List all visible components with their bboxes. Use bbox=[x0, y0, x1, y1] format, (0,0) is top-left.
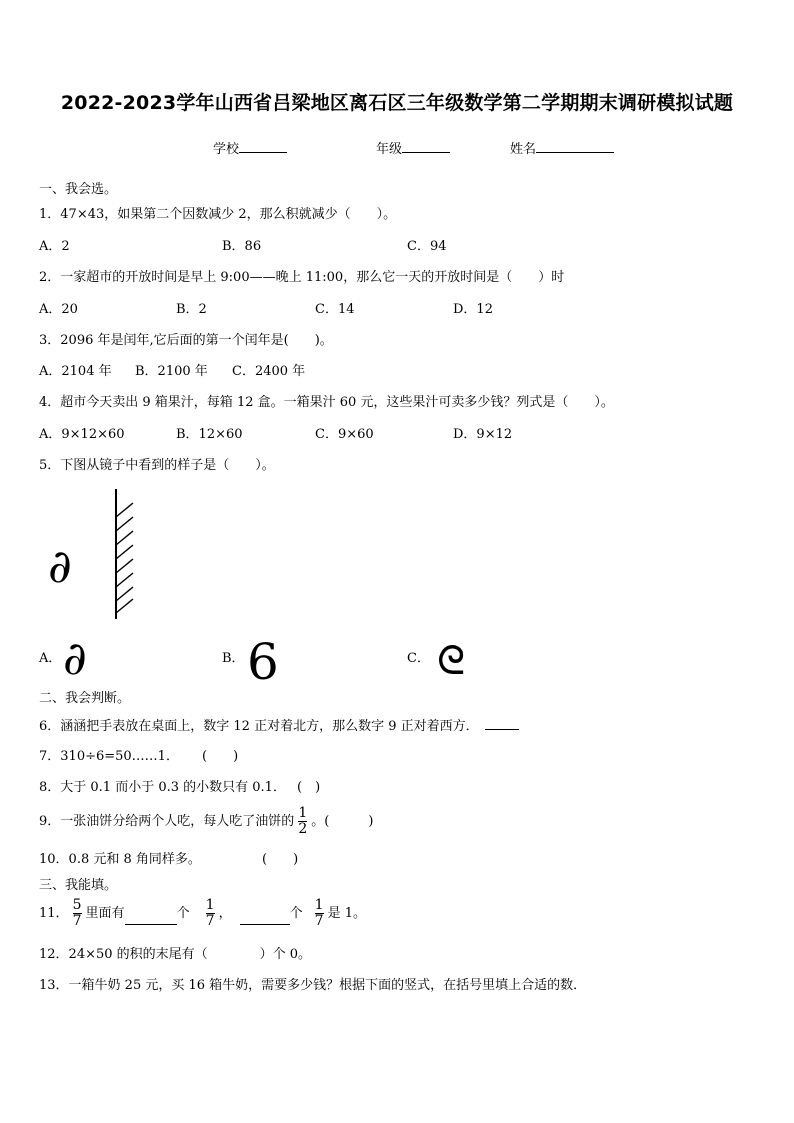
q2-option-a[interactable]: A．20 bbox=[39, 302, 78, 317]
q5-option-a-label: A． bbox=[39, 651, 62, 666]
q9-fraction-denominator: 2 bbox=[298, 821, 308, 837]
q11-unit-1: 个 bbox=[176, 905, 190, 921]
q5-option-a-glyph: ∂ bbox=[63, 631, 87, 685]
q11-blank-1[interactable] bbox=[125, 912, 177, 925]
q8-answer-paren[interactable]: ( ) bbox=[297, 780, 321, 795]
q9-text: 9．一张油饼分给两个人吃，每人吃了油饼的 bbox=[39, 813, 295, 829]
q5-option-c-label: C． bbox=[407, 651, 430, 666]
q5-option-b-label: B． bbox=[222, 651, 245, 666]
q11-comma: ， bbox=[218, 905, 232, 921]
q4-option-c[interactable]: C．9×60 bbox=[315, 427, 374, 442]
q3-option-a[interactable]: A．2104 年 bbox=[39, 364, 112, 379]
q11-text-2: 是 1。 bbox=[327, 905, 367, 921]
name-label: 姓名 bbox=[510, 142, 537, 157]
q6 bbox=[39, 717, 519, 736]
q5-figure-glyph: ∂ bbox=[48, 539, 72, 593]
q11-number: 11． bbox=[39, 905, 69, 921]
q4-option-a[interactable]: A．9×12×60 bbox=[39, 427, 125, 442]
name-blank[interactable] bbox=[536, 140, 614, 153]
grade-blank[interactable] bbox=[402, 140, 450, 153]
name-field[interactable] bbox=[510, 140, 614, 159]
grade-label: 年级 bbox=[376, 142, 403, 157]
q1-option-b[interactable]: B．86 bbox=[222, 239, 262, 254]
q1-text: 1．47×43，如果第二个因数减少 2，那么积就减少（ ）。 bbox=[39, 207, 397, 222]
section-judge-heading: 二、我会判断。 bbox=[39, 691, 131, 706]
q11-fraction-2-numerator: 1 bbox=[205, 897, 215, 913]
q11-text-1: 里面有 bbox=[85, 905, 125, 921]
q9-fraction-numerator: 1 bbox=[298, 805, 308, 821]
q11-fraction-3 bbox=[315, 898, 324, 929]
q3-text: 3．2096 年是闰年,它后面的第一个闰年是( )。 bbox=[39, 333, 333, 348]
q13-text: 13．一箱牛奶 25 元，买 16 箱牛奶，需要多少钱？根据下面的竖式，在括号里填上合适的数． bbox=[39, 978, 587, 993]
q2-option-b[interactable]: B．2 bbox=[176, 302, 207, 317]
q11-fraction-2 bbox=[206, 898, 215, 929]
q1-option-c[interactable]: C．94 bbox=[407, 239, 447, 254]
q3-option-c[interactable]: C．2400 年 bbox=[232, 364, 306, 379]
q4-option-b[interactable]: B．12×60 bbox=[176, 427, 243, 442]
page-title: 2022-2023学年山西省吕梁地区离石区三年级数学第二学期期末调研模拟试题 bbox=[60, 92, 734, 114]
q2-option-c[interactable]: C．14 bbox=[315, 302, 355, 317]
q11-fraction-2-denominator: 7 bbox=[205, 913, 215, 929]
section-fill-heading: 三、我能填。 bbox=[39, 878, 118, 893]
section-choice-heading: 一、我会选。 bbox=[39, 182, 118, 197]
q5-option-c-glyph: ᘓ bbox=[437, 638, 466, 684]
q1-option-a[interactable]: A．2 bbox=[39, 239, 70, 254]
q11 bbox=[39, 898, 366, 929]
q9-fraction bbox=[298, 806, 307, 837]
q4-text: 4．超市今天卖出 9 箱果汁，每箱 12 盒。一箱果汁 60 元，这些果汁可卖多少钱？列式是（ ）。 bbox=[39, 395, 614, 410]
q6-text: 6．涵涵把手表放在桌面上，数字 12 正对着北方，那么数字 9 正对着西方． bbox=[39, 719, 479, 734]
q11-fraction-1-numerator: 5 bbox=[72, 897, 82, 913]
mirror-icon bbox=[108, 489, 138, 619]
q4-option-d[interactable]: D．9×12 bbox=[453, 427, 513, 442]
q11-fraction-1 bbox=[73, 898, 82, 929]
q11-fraction-3-numerator: 1 bbox=[314, 897, 324, 913]
q10-text: 10．0.8 元和 8 角同样多。 bbox=[39, 852, 201, 867]
school-field[interactable] bbox=[213, 140, 287, 159]
q3-option-b[interactable]: B．2100 年 bbox=[135, 364, 208, 379]
q5-option-b-glyph: 6 bbox=[247, 633, 279, 691]
q6-answer-blank[interactable] bbox=[485, 717, 519, 730]
q11-unit-2: 个 bbox=[289, 905, 303, 921]
q2-option-d[interactable]: D．12 bbox=[453, 302, 493, 317]
q9 bbox=[39, 806, 373, 837]
q11-fraction-3-denominator: 7 bbox=[314, 913, 324, 929]
q7-text: 7．310÷6=50……1． bbox=[39, 749, 179, 764]
q8-text: 8．大于 0.1 而小于 0.3 的小数只有 0.1． bbox=[39, 780, 286, 795]
q11-fraction-1-denominator: 7 bbox=[72, 913, 82, 929]
q11-blank-2[interactable] bbox=[240, 912, 290, 925]
school-label: 学校 bbox=[213, 142, 240, 157]
q2-text: 2．一家超市的开放时间是早上 9:00——晚上 11:00，那么它一天的开放时间是（ ）时 bbox=[39, 270, 565, 285]
q5-text: 5．下图从镜子中看到的样子是（ ）。 bbox=[39, 458, 275, 473]
school-blank[interactable] bbox=[239, 140, 287, 153]
q9-answer-paren[interactable]: 。( ) bbox=[311, 813, 374, 829]
q7-answer-paren[interactable]: ( ) bbox=[202, 749, 239, 764]
q10-answer-paren[interactable]: ( ) bbox=[262, 852, 299, 867]
grade-field[interactable] bbox=[376, 140, 450, 159]
q12-text: 12．24×50 的积的末尾有（ ）个 0。 bbox=[39, 947, 312, 962]
